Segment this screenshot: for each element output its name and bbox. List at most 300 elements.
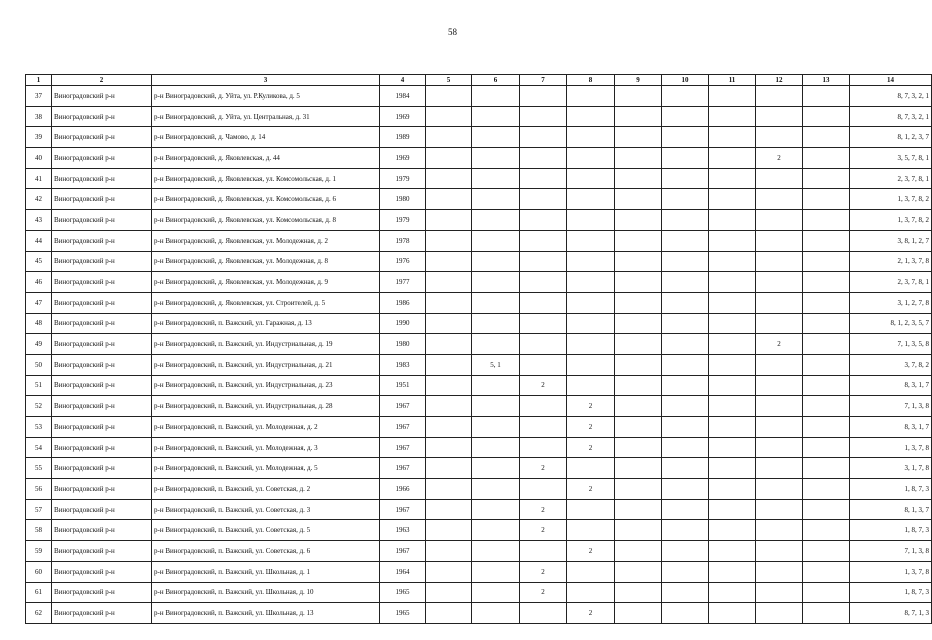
column-7-cell (520, 106, 567, 127)
column-header: 4 (380, 75, 426, 86)
column-13-cell (803, 168, 850, 189)
column-12-cell (756, 86, 803, 107)
column-14-cell: 1, 3, 7, 8, 2 (850, 210, 932, 231)
column-12-cell (756, 458, 803, 479)
column-7-cell (520, 334, 567, 355)
column-14-cell: 3, 1, 7, 8 (850, 458, 932, 479)
table-row (26, 603, 932, 624)
column-11-cell (709, 499, 756, 520)
column-7-cell (520, 210, 567, 231)
table-row (26, 230, 932, 251)
table-row (26, 499, 932, 520)
column-header: 5 (426, 75, 472, 86)
column-14-cell: 3, 5, 7, 8, 1 (850, 148, 932, 169)
year-cell: 1964 (380, 561, 426, 582)
table-row (26, 272, 932, 293)
table-row (26, 86, 932, 107)
column-5-cell (426, 458, 472, 479)
district-cell: Виноградовский р-н (52, 148, 152, 169)
row-number-cell: 56 (26, 479, 52, 500)
table-row (26, 520, 932, 541)
address-cell: р-н Виноградовский, п. Важский, ул. Индустриальная, д. 19 (152, 334, 380, 355)
district-cell: Виноградовский р-н (52, 251, 152, 272)
column-12-cell (756, 210, 803, 231)
column-13-cell (803, 603, 850, 624)
address-cell: р-н Виноградовский, д. Яковлевская, ул. Комсомольская, д. 8 (152, 210, 380, 231)
column-6-cell (472, 375, 520, 396)
year-cell: 1980 (380, 189, 426, 210)
column-9-cell (615, 168, 662, 189)
column-11-cell (709, 375, 756, 396)
address-cell: р-н Виноградовский, д. Яковлевская, ул. Молодежная, д. 8 (152, 251, 380, 272)
row-number-cell: 57 (26, 499, 52, 520)
column-11-cell (709, 334, 756, 355)
column-12-cell (756, 272, 803, 293)
year-cell: 1990 (380, 313, 426, 334)
table-row (26, 417, 932, 438)
district-cell: Виноградовский р-н (52, 541, 152, 562)
column-5-cell (426, 168, 472, 189)
district-cell: Виноградовский р-н (52, 520, 152, 541)
column-header: 3 (152, 75, 380, 86)
year-cell: 1951 (380, 375, 426, 396)
column-12-cell (756, 561, 803, 582)
column-12-cell (756, 603, 803, 624)
column-14-cell: 8, 3, 1, 7 (850, 417, 932, 438)
column-5-cell (426, 520, 472, 541)
table-row (26, 561, 932, 582)
column-12-cell (756, 582, 803, 603)
column-12-cell (756, 437, 803, 458)
district-cell: Виноградовский р-н (52, 561, 152, 582)
column-6-cell (472, 189, 520, 210)
column-9-cell (615, 148, 662, 169)
column-5-cell (426, 251, 472, 272)
column-6-cell (472, 106, 520, 127)
column-8-cell: 2 (567, 437, 615, 458)
column-12-cell (756, 292, 803, 313)
column-13-cell (803, 479, 850, 500)
column-14-cell: 7, 1, 3, 8 (850, 541, 932, 562)
column-5-cell (426, 582, 472, 603)
column-13-cell (803, 354, 850, 375)
column-11-cell (709, 479, 756, 500)
column-7-cell (520, 168, 567, 189)
district-cell: Виноградовский р-н (52, 189, 152, 210)
column-10-cell (662, 479, 709, 500)
column-6-cell (472, 437, 520, 458)
column-14-cell: 1, 8, 7, 3 (850, 582, 932, 603)
column-14-cell: 8, 7, 3, 2, 1 (850, 106, 932, 127)
column-8-cell (567, 292, 615, 313)
column-8-cell (567, 251, 615, 272)
district-cell: Виноградовский р-н (52, 354, 152, 375)
year-cell: 1978 (380, 230, 426, 251)
column-7-cell (520, 148, 567, 169)
table-row (26, 479, 932, 500)
row-number-cell: 60 (26, 561, 52, 582)
column-7-cell (520, 272, 567, 293)
table-row (26, 437, 932, 458)
row-number-cell: 46 (26, 272, 52, 293)
column-9-cell (615, 210, 662, 231)
column-12-cell (756, 396, 803, 417)
address-cell: р-н Виноградовский, д. Яковлевская, ул. Молодежная, д. 9 (152, 272, 380, 293)
column-10-cell (662, 272, 709, 293)
column-8-cell: 2 (567, 603, 615, 624)
year-cell: 1969 (380, 106, 426, 127)
column-10-cell (662, 396, 709, 417)
column-header: 8 (567, 75, 615, 86)
table-row (26, 375, 932, 396)
column-9-cell (615, 582, 662, 603)
column-10-cell (662, 230, 709, 251)
district-cell: Виноградовский р-н (52, 437, 152, 458)
year-cell: 1967 (380, 541, 426, 562)
column-7-cell (520, 396, 567, 417)
row-number-cell: 40 (26, 148, 52, 169)
column-14-cell: 3, 7, 8, 2 (850, 354, 932, 375)
year-cell: 1967 (380, 458, 426, 479)
column-5-cell (426, 272, 472, 293)
column-6-cell (472, 313, 520, 334)
table-row (26, 313, 932, 334)
column-6-cell (472, 582, 520, 603)
column-12-cell: 2 (756, 334, 803, 355)
column-9-cell (615, 251, 662, 272)
column-9-cell (615, 417, 662, 438)
column-header: 10 (662, 75, 709, 86)
column-8-cell (567, 499, 615, 520)
district-cell: Виноградовский р-н (52, 417, 152, 438)
year-cell: 1967 (380, 396, 426, 417)
column-14-cell: 2, 3, 7, 8, 1 (850, 168, 932, 189)
column-5-cell (426, 396, 472, 417)
column-11-cell (709, 292, 756, 313)
column-7-cell: 2 (520, 520, 567, 541)
column-8-cell (567, 148, 615, 169)
column-8-cell (567, 189, 615, 210)
row-number-cell: 49 (26, 334, 52, 355)
column-8-cell (567, 168, 615, 189)
column-7-cell: 2 (520, 561, 567, 582)
district-cell: Виноградовский р-н (52, 582, 152, 603)
column-8-cell: 2 (567, 417, 615, 438)
column-9-cell (615, 292, 662, 313)
column-10-cell (662, 313, 709, 334)
column-14-cell: 2, 3, 7, 8, 1 (850, 272, 932, 293)
row-number-cell: 44 (26, 230, 52, 251)
column-9-cell (615, 313, 662, 334)
year-cell: 1979 (380, 210, 426, 231)
column-14-cell: 1, 8, 7, 3 (850, 520, 932, 541)
column-8-cell (567, 127, 615, 148)
column-7-cell (520, 127, 567, 148)
column-6-cell (472, 86, 520, 107)
column-7-cell (520, 86, 567, 107)
column-5-cell (426, 230, 472, 251)
address-cell: р-н Виноградовский, д. Яковлевская, ул. Молодежная, д. 2 (152, 230, 380, 251)
column-12-cell (756, 106, 803, 127)
column-6-cell (472, 479, 520, 500)
column-5-cell (426, 499, 472, 520)
row-number-cell: 61 (26, 582, 52, 603)
column-6-cell (472, 520, 520, 541)
column-9-cell (615, 458, 662, 479)
column-5-cell (426, 479, 472, 500)
column-12-cell (756, 354, 803, 375)
column-9-cell (615, 437, 662, 458)
column-9-cell (615, 499, 662, 520)
column-header: 6 (472, 75, 520, 86)
column-5-cell (426, 210, 472, 231)
column-9-cell (615, 396, 662, 417)
column-13-cell (803, 520, 850, 541)
column-13-cell (803, 106, 850, 127)
address-cell: р-н Виноградовский, п. Важский, ул. Гаражная, д. 13 (152, 313, 380, 334)
row-number-cell: 38 (26, 106, 52, 127)
column-13-cell (803, 292, 850, 313)
column-8-cell (567, 354, 615, 375)
column-10-cell (662, 603, 709, 624)
address-cell: р-н Виноградовский, п. Важский, ул. Советская, д. 3 (152, 499, 380, 520)
column-12-cell (756, 499, 803, 520)
column-9-cell (615, 272, 662, 293)
column-8-cell (567, 561, 615, 582)
column-13-cell (803, 582, 850, 603)
column-11-cell (709, 189, 756, 210)
column-7-cell (520, 479, 567, 500)
column-8-cell (567, 313, 615, 334)
table-row (26, 396, 932, 417)
address-cell: р-н Виноградовский, п. Важский, ул. Индустриальная, д. 23 (152, 375, 380, 396)
column-7-cell (520, 541, 567, 562)
column-8-cell (567, 582, 615, 603)
year-cell: 1989 (380, 127, 426, 148)
column-7-cell (520, 313, 567, 334)
column-13-cell (803, 148, 850, 169)
column-5-cell (426, 437, 472, 458)
column-8-cell: 2 (567, 396, 615, 417)
row-number-cell: 41 (26, 168, 52, 189)
column-7-cell (520, 189, 567, 210)
district-cell: Виноградовский р-н (52, 499, 152, 520)
column-14-cell: 2, 1, 3, 7, 8 (850, 251, 932, 272)
column-10-cell (662, 189, 709, 210)
address-cell: р-н Виноградовский, д. Уйта, ул. Р.Куликова, д. 5 (152, 86, 380, 107)
column-6-cell (472, 251, 520, 272)
column-11-cell (709, 148, 756, 169)
column-8-cell (567, 210, 615, 231)
row-number-cell: 52 (26, 396, 52, 417)
column-8-cell (567, 86, 615, 107)
column-6-cell (472, 396, 520, 417)
column-13-cell (803, 313, 850, 334)
column-12-cell (756, 313, 803, 334)
column-5-cell (426, 541, 472, 562)
table-row (26, 189, 932, 210)
page-number: 58 (448, 27, 457, 37)
column-7-cell: 2 (520, 582, 567, 603)
column-13-cell (803, 127, 850, 148)
column-6-cell (472, 292, 520, 313)
address-cell: р-н Виноградовский, п. Важский, ул. Школьная, д. 1 (152, 561, 380, 582)
year-cell: 1969 (380, 148, 426, 169)
column-10-cell (662, 168, 709, 189)
column-12-cell (756, 541, 803, 562)
table-row (26, 251, 932, 272)
column-5-cell (426, 354, 472, 375)
row-number-cell: 51 (26, 375, 52, 396)
district-cell: Виноградовский р-н (52, 168, 152, 189)
column-13-cell (803, 334, 850, 355)
column-12-cell (756, 230, 803, 251)
column-14-cell: 8, 1, 3, 7 (850, 499, 932, 520)
table-row (26, 582, 932, 603)
column-6-cell (472, 499, 520, 520)
column-6-cell (472, 148, 520, 169)
column-header: 14 (850, 75, 932, 86)
address-cell: р-н Виноградовский, п. Важский, ул. Советская, д. 2 (152, 479, 380, 500)
column-10-cell (662, 458, 709, 479)
row-number-cell: 45 (26, 251, 52, 272)
column-6-cell (472, 127, 520, 148)
column-8-cell (567, 272, 615, 293)
column-9-cell (615, 354, 662, 375)
housing-registry-table (25, 74, 932, 624)
row-number-cell: 59 (26, 541, 52, 562)
column-10-cell (662, 499, 709, 520)
column-13-cell (803, 251, 850, 272)
district-cell: Виноградовский р-н (52, 603, 152, 624)
table-body (26, 86, 932, 624)
column-5-cell (426, 86, 472, 107)
column-5-cell (426, 292, 472, 313)
column-5-cell (426, 561, 472, 582)
address-cell: р-н Виноградовский, д. Чамово, д. 14 (152, 127, 380, 148)
table-row (26, 106, 932, 127)
column-9-cell (615, 127, 662, 148)
column-8-cell (567, 375, 615, 396)
year-cell: 1963 (380, 520, 426, 541)
column-10-cell (662, 541, 709, 562)
row-number-cell: 47 (26, 292, 52, 313)
column-9-cell (615, 479, 662, 500)
column-11-cell (709, 437, 756, 458)
column-14-cell: 8, 7, 3, 2, 1 (850, 86, 932, 107)
column-11-cell (709, 313, 756, 334)
column-14-cell: 1, 8, 7, 3 (850, 479, 932, 500)
row-number-cell: 54 (26, 437, 52, 458)
column-12-cell (756, 251, 803, 272)
column-13-cell (803, 210, 850, 231)
table-row (26, 210, 932, 231)
column-14-cell: 8, 1, 2, 3, 7 (850, 127, 932, 148)
column-12-cell (756, 479, 803, 500)
column-10-cell (662, 582, 709, 603)
column-6-cell (472, 168, 520, 189)
column-14-cell: 3, 8, 1, 2, 7 (850, 230, 932, 251)
column-10-cell (662, 437, 709, 458)
column-6-cell (472, 541, 520, 562)
column-5-cell (426, 127, 472, 148)
column-10-cell (662, 354, 709, 375)
column-14-cell: 1, 3, 7, 8 (850, 437, 932, 458)
column-11-cell (709, 168, 756, 189)
column-10-cell (662, 127, 709, 148)
column-11-cell (709, 603, 756, 624)
column-8-cell (567, 334, 615, 355)
district-cell: Виноградовский р-н (52, 313, 152, 334)
address-cell: р-н Виноградовский, п. Важский, ул. Индустриальная, д. 28 (152, 396, 380, 417)
year-cell: 1984 (380, 86, 426, 107)
table-row (26, 458, 932, 479)
column-11-cell (709, 541, 756, 562)
column-7-cell (520, 437, 567, 458)
column-7-cell (520, 417, 567, 438)
address-cell: р-н Виноградовский, п. Важский, ул. Советская, д. 5 (152, 520, 380, 541)
column-9-cell (615, 603, 662, 624)
row-number-cell: 50 (26, 354, 52, 375)
column-6-cell (472, 334, 520, 355)
column-10-cell (662, 417, 709, 438)
column-5-cell (426, 334, 472, 355)
row-number-cell: 55 (26, 458, 52, 479)
column-10-cell (662, 334, 709, 355)
year-cell: 1967 (380, 499, 426, 520)
column-11-cell (709, 86, 756, 107)
district-cell: Виноградовский р-н (52, 334, 152, 355)
row-number-cell: 42 (26, 189, 52, 210)
address-cell: р-н Виноградовский, д. Яковлевская, ул. Комсомольская, д. 6 (152, 189, 380, 210)
row-number-cell: 43 (26, 210, 52, 231)
column-9-cell (615, 520, 662, 541)
year-cell: 1983 (380, 354, 426, 375)
year-cell: 1966 (380, 479, 426, 500)
column-header: 11 (709, 75, 756, 86)
column-5-cell (426, 106, 472, 127)
column-13-cell (803, 86, 850, 107)
column-6-cell (472, 210, 520, 231)
column-6-cell (472, 230, 520, 251)
column-6-cell (472, 272, 520, 293)
column-12-cell (756, 168, 803, 189)
column-10-cell (662, 86, 709, 107)
column-14-cell: 7, 1, 3, 5, 8 (850, 334, 932, 355)
column-14-cell: 1, 3, 7, 8 (850, 561, 932, 582)
column-header: 13 (803, 75, 850, 86)
column-9-cell (615, 334, 662, 355)
column-13-cell (803, 396, 850, 417)
row-number-cell: 53 (26, 417, 52, 438)
column-8-cell: 2 (567, 479, 615, 500)
year-cell: 1977 (380, 272, 426, 293)
column-13-cell (803, 561, 850, 582)
table-row (26, 168, 932, 189)
district-cell: Виноградовский р-н (52, 458, 152, 479)
column-10-cell (662, 520, 709, 541)
column-6-cell (472, 561, 520, 582)
column-10-cell (662, 561, 709, 582)
column-14-cell: 8, 7, 1, 3 (850, 603, 932, 624)
column-10-cell (662, 251, 709, 272)
address-cell: р-н Виноградовский, п. Важский, ул. Школьная, д. 13 (152, 603, 380, 624)
column-11-cell (709, 354, 756, 375)
column-8-cell (567, 106, 615, 127)
column-9-cell (615, 561, 662, 582)
column-14-cell: 1, 3, 7, 8, 2 (850, 189, 932, 210)
column-12-cell (756, 375, 803, 396)
